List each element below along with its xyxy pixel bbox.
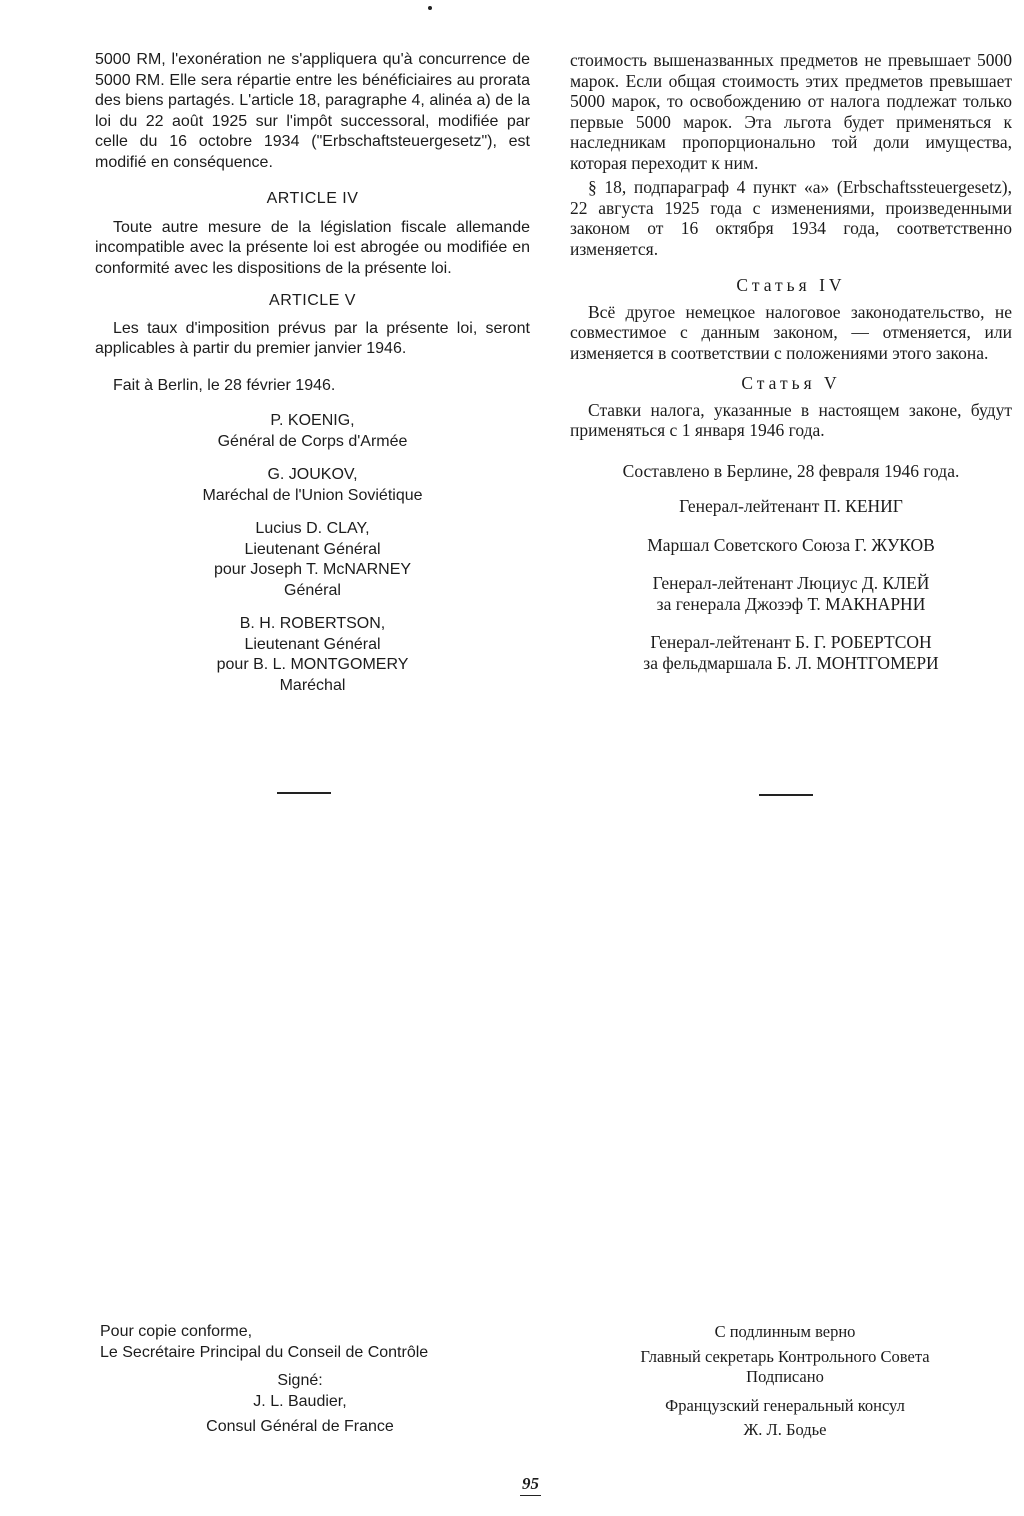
signature-line: G. JOUKOV, [267, 466, 358, 483]
signature-line: Général de Corps d'Armée [217, 432, 408, 450]
fr-certification [100, 1322, 540, 1438]
cert-line: Pour copie conforme, [100, 1323, 253, 1340]
cert-line: Главный секретарь Контрольного Совета [640, 1346, 930, 1366]
cert-line: Le Secrétaire Principal du Conseil de Contrôle [100, 1343, 429, 1361]
cert-line: С подлинным верно [714, 1322, 856, 1341]
signature-line: P. KOENIG, [270, 412, 355, 429]
ru-end-rule [759, 794, 813, 796]
ru-certification [590, 1322, 980, 1441]
signature-line: Lieutenant Général [244, 635, 381, 653]
ru-section-18-text: § 18, подпараграф 4 пункт «а» (Erbschaftssteuergesetz), 22 августа 1925 года с изменениями, произведенными законом от 16 октября 1934 года, соответственно изменяется. [570, 177, 1012, 259]
ru-article-iv-text: Всё другое немецкое налоговое законодательство, не совместимое с данным законом, — отменяется, или изменяется в соответствии с положениями этого закона. [570, 301, 1012, 363]
fr-end-rule [277, 792, 331, 794]
ru-signature-robertson [570, 632, 1012, 673]
fr-article-iii-continuation: 5000 RM, l'exonération ne s'appliquera qu'à concurrence de 5000 RM. Elle sera répartie entre les bénéficiaires au prorata des biens partagés. L'article 18, paragraphe 4, alinéa a) de la loi du 22 août 1925 sur l'impôt successoral, modifiée par celle du 16 octobre 1934 ("Erbschaftsteuergesetz"), est modifié en conséquence. [95, 51, 530, 171]
cert-line: Ж. Л. Бодье [743, 1420, 827, 1439]
ru-signature-joukov [570, 535, 1012, 556]
ru-article-v-heading: Статья V [741, 373, 841, 393]
fr-article-iv-text: Toute autre mesure de la législation fiscale allemande incompatible avec la présente loi est abrogée ou modifiée en conformité avec les dispositions de la présente loi. [95, 218, 530, 277]
signature-line: Général [284, 581, 341, 599]
signature-line: Генерал-лейтенант Б. Г. РОБЕРТСОН [650, 632, 932, 652]
fr-done-at: Fait à Berlin, le 28 février 1946. [113, 376, 336, 394]
cert-line: J. L. Baudier, [253, 1392, 347, 1410]
ru-article-iv-heading: Статья IV [736, 275, 846, 295]
signature-line: Lieutenant Général [244, 540, 381, 558]
signature-line: Maréchal [279, 676, 346, 694]
ru-article-v-text: Ставки налога, указанные в настоящем законе, будут применяться с 1 января 1946 года. [570, 399, 1012, 440]
french-column [95, 50, 530, 696]
signature-line: Генерал-лейтенант П. КЕНИГ [679, 496, 903, 516]
page-number: 95 [520, 1474, 541, 1496]
ru-signature-clay [570, 573, 1012, 614]
signature-line: Генерал-лейтенант Люциус Д. КЛЕЙ [652, 573, 930, 593]
scan-speck [428, 6, 432, 10]
signature-line: за генерала Джозэф Т. МАКНАРНИ [656, 593, 926, 614]
fr-article-v-text: Les taux d'imposition prévus par la présente loi, seront applicables à partir du premier janvier 1946. [95, 319, 530, 357]
cert-line: Consul Général de France [206, 1418, 394, 1435]
ru-done-at: Составлено в Берлине, 28 февраля 1946 года. [622, 460, 960, 481]
ru-article-iii-continuation: стоимость вышеназванных предметов не превышает 5000 марок. Если общая стоимость этих предметов превышает 5000 марок, то освобождению от налога подлежат только первые 5000 марок. Эта льгота будет применяться к наследникам пропорционально той доли имущества, которая переходит к ним. [570, 50, 1012, 173]
signature-line: pour Joseph T. McNARNEY [213, 561, 412, 578]
fr-signature-robertson [95, 614, 530, 696]
cert-line: Signé: [277, 1372, 323, 1389]
fr-signature-joukov [95, 465, 530, 506]
signature-line: Maréchal de l'Union Soviétique [202, 486, 423, 504]
fr-article-v-heading: ARTICLE V [269, 292, 356, 309]
ru-signature-koenig [570, 496, 1012, 517]
cert-line: Подписано [746, 1367, 824, 1386]
signature-line: за фельдмаршала Б. Л. МОНТГОМЕРИ [643, 652, 939, 673]
fr-signature-clay [95, 519, 530, 601]
signature-line: Маршал Советского Союза Г. ЖУКОВ [647, 534, 935, 555]
russian-column [570, 50, 1012, 673]
fr-article-iv-heading: ARTICLE IV [266, 190, 359, 207]
signature-line: pour B. L. MONTGOMERY [216, 656, 409, 673]
cert-line: Французский генеральный консул [665, 1395, 905, 1415]
signature-line: B. H. ROBERTSON, [239, 615, 386, 632]
signature-line: Lucius D. CLAY, [255, 520, 370, 537]
fr-signature-koenig [95, 411, 530, 452]
